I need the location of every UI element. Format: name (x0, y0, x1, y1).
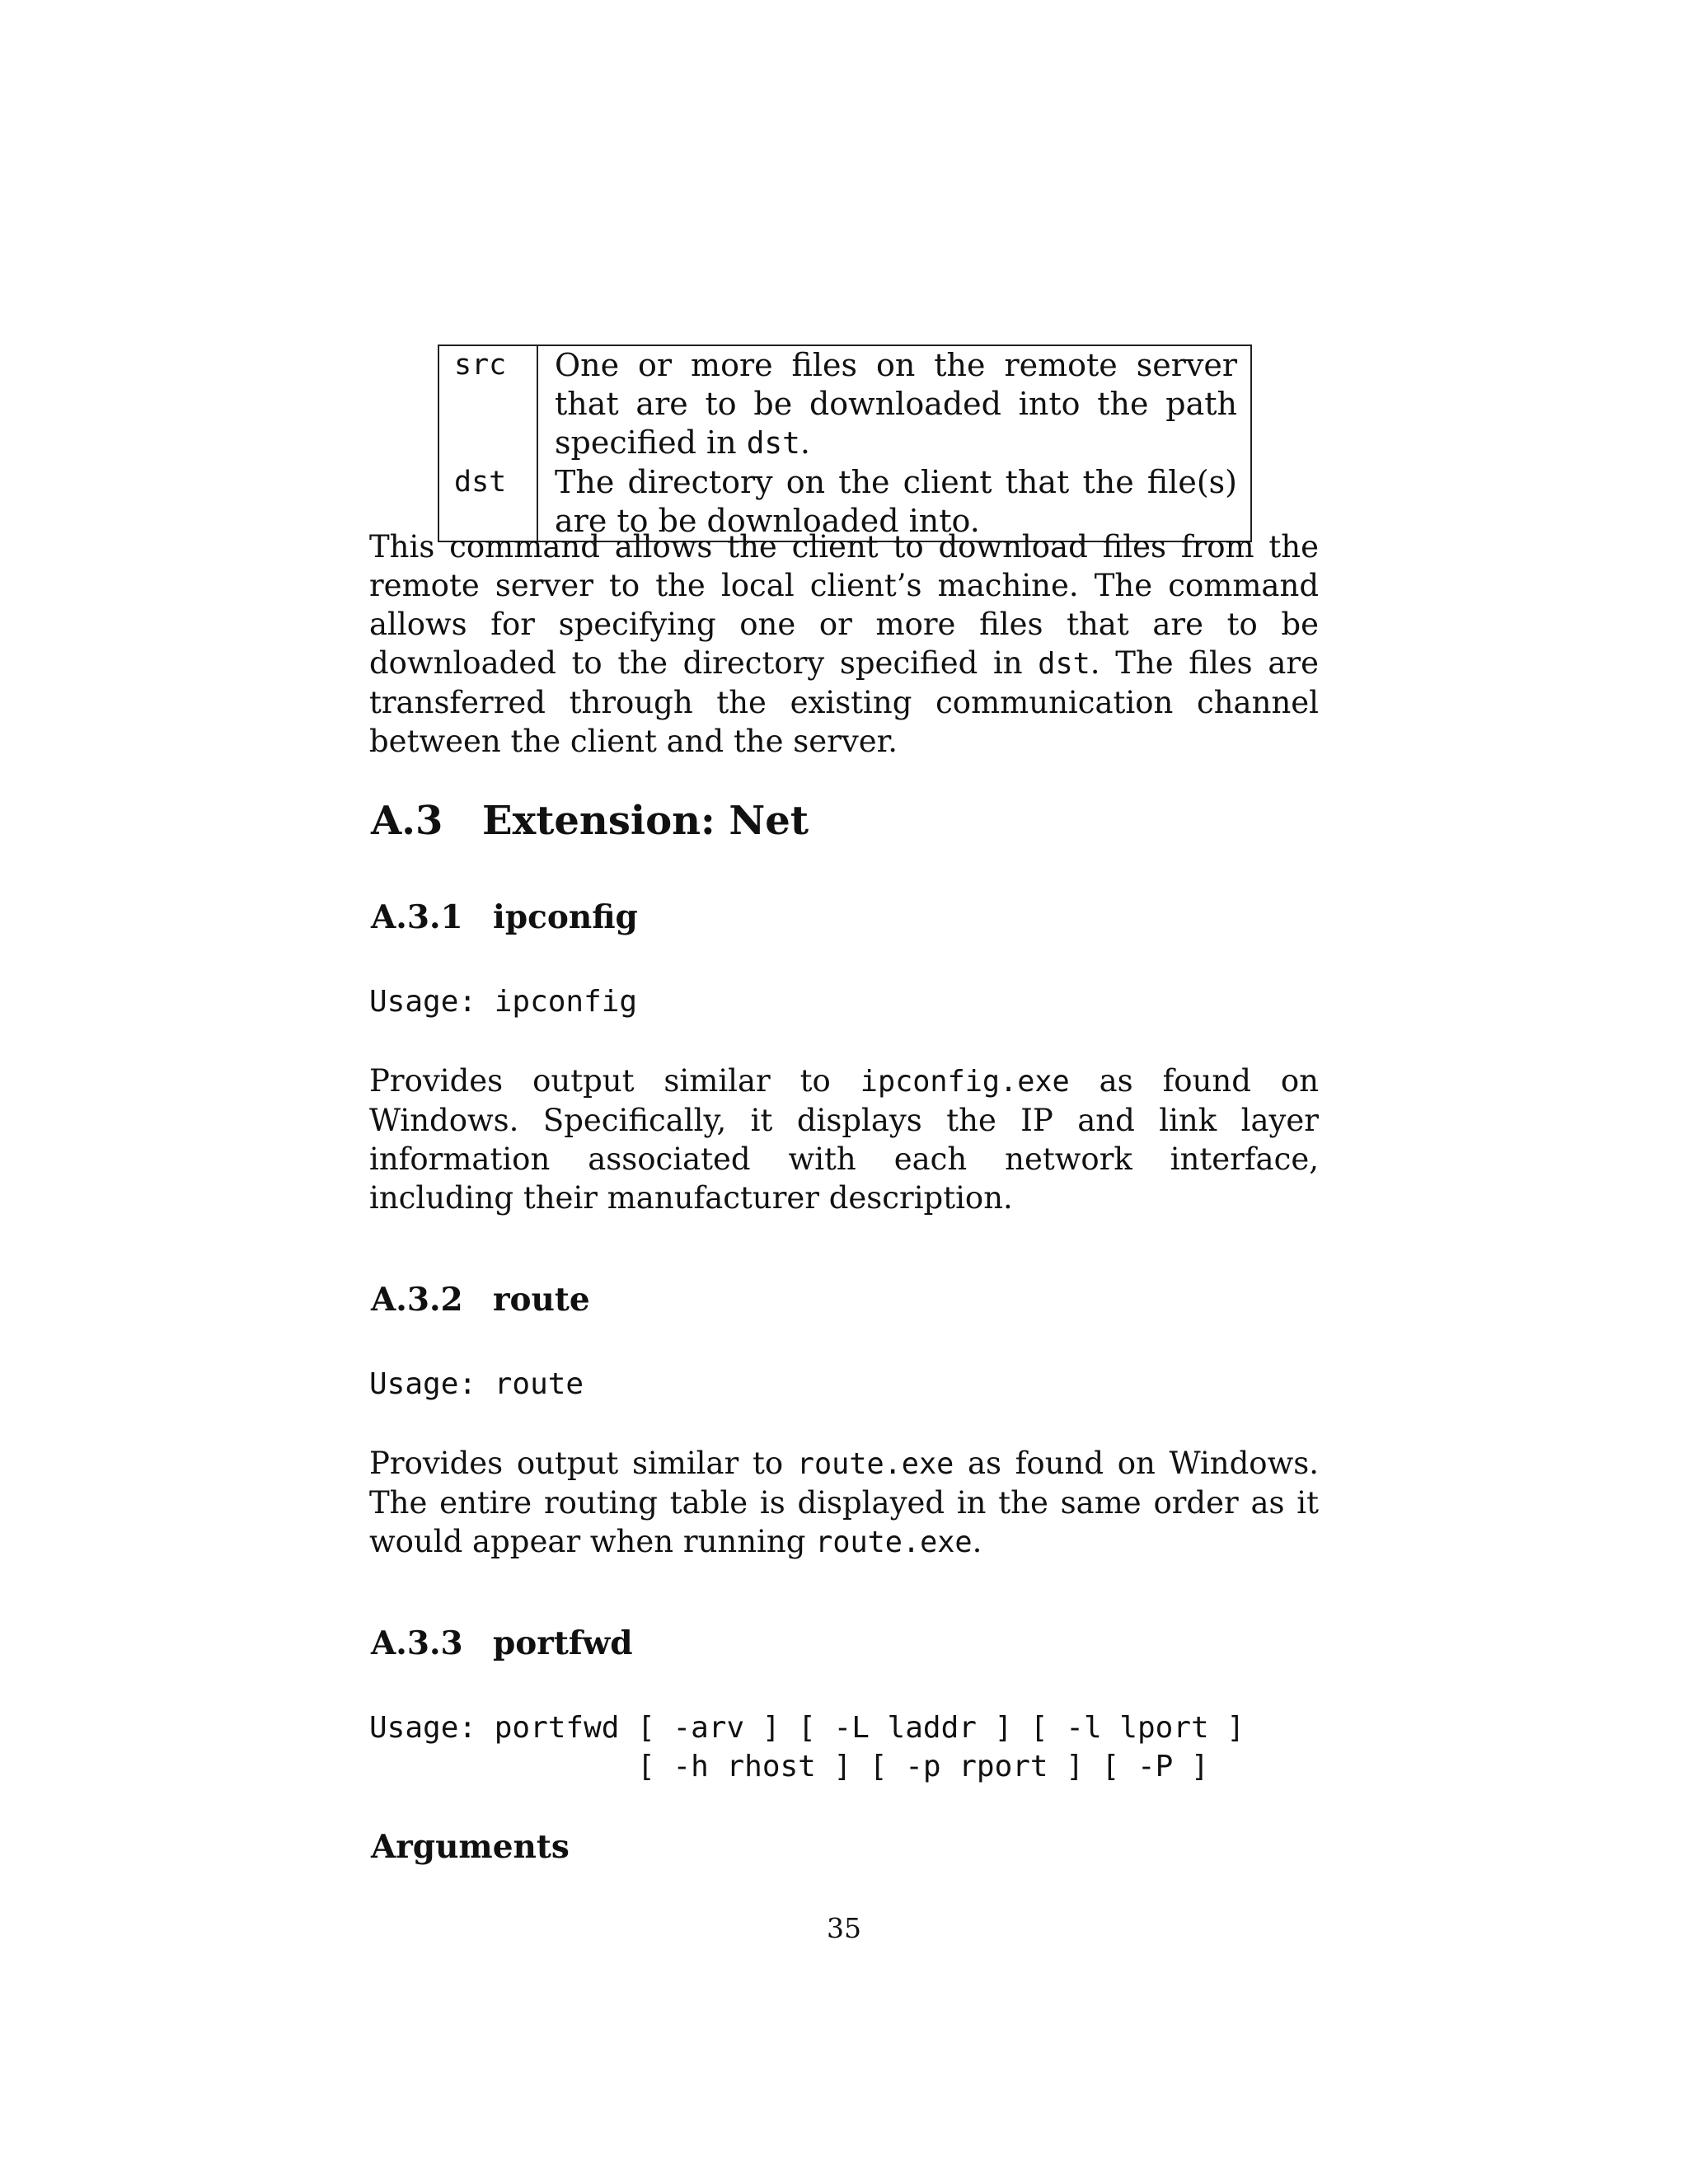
subsection-number: A.3.3 (371, 1624, 463, 1662)
section-title: Extension: Net (482, 798, 809, 844)
subsection-title: ipconfig (493, 898, 638, 936)
inline-code: route.exe (796, 1447, 954, 1481)
subsection-number: A.3.2 (371, 1281, 463, 1319)
arguments-heading: Arguments (371, 1828, 570, 1866)
argument-description: One or more files on the remote server that are to be downloaded into the path specified in dst. (555, 347, 1237, 461)
argument-description: The directory on the client that the file(s) are to be downloaded into. (555, 464, 1237, 539)
subsection-heading-route (371, 1280, 590, 1319)
download-description-paragraph: This command allows the client to download files from the remote server to the local client’s machine. The command allows for specifying one or more files that are to be downloaded to the directory specified in dst. The files are transferred through the existing communication channel between the client and the server. (369, 529, 1319, 759)
subsection-number: A.3.1 (371, 898, 463, 936)
inline-code: dst (746, 426, 800, 461)
inline-code: route.exe (815, 1526, 973, 1559)
argument-name: src (438, 345, 537, 463)
section-number: A.3 (371, 798, 443, 844)
inline-code: ipconfig.exe (860, 1065, 1070, 1099)
subsection-title: portfwd (493, 1624, 633, 1662)
argument-name: dst (438, 463, 537, 541)
route-description: Provides output similar to route.exe as found on Windows. The entire routing table is displayed in the same order as it would appear when running route.exe. (369, 1446, 1320, 1559)
ipconfig-description: Provides output similar to ipconfig.exe as found on Windows. Specifically, it displays the IP and link layer information associated with each network interface, including their manufacturer description. (369, 1063, 1319, 1216)
page-number: 35 (827, 1912, 861, 1944)
table-row (438, 345, 1251, 463)
subsection-heading-ipconfig (371, 898, 638, 937)
route-usage: Usage: route (369, 1367, 584, 1401)
subsection-heading-portfwd (371, 1624, 632, 1663)
portfwd-usage-line-1: Usage: portfwd [ -arv ] [ -L laddr ] [ -l lport ] (369, 1711, 1245, 1745)
download-arguments-table (438, 344, 1252, 542)
subsection-title: route (493, 1281, 590, 1319)
inline-code: dst (1038, 647, 1090, 681)
ipconfig-usage: Usage: ipconfig (369, 985, 638, 1019)
portfwd-usage-line-2: [ -h rhost ] [ -p rport ] [ -P ] (369, 1750, 1209, 1783)
section-heading (371, 796, 809, 846)
